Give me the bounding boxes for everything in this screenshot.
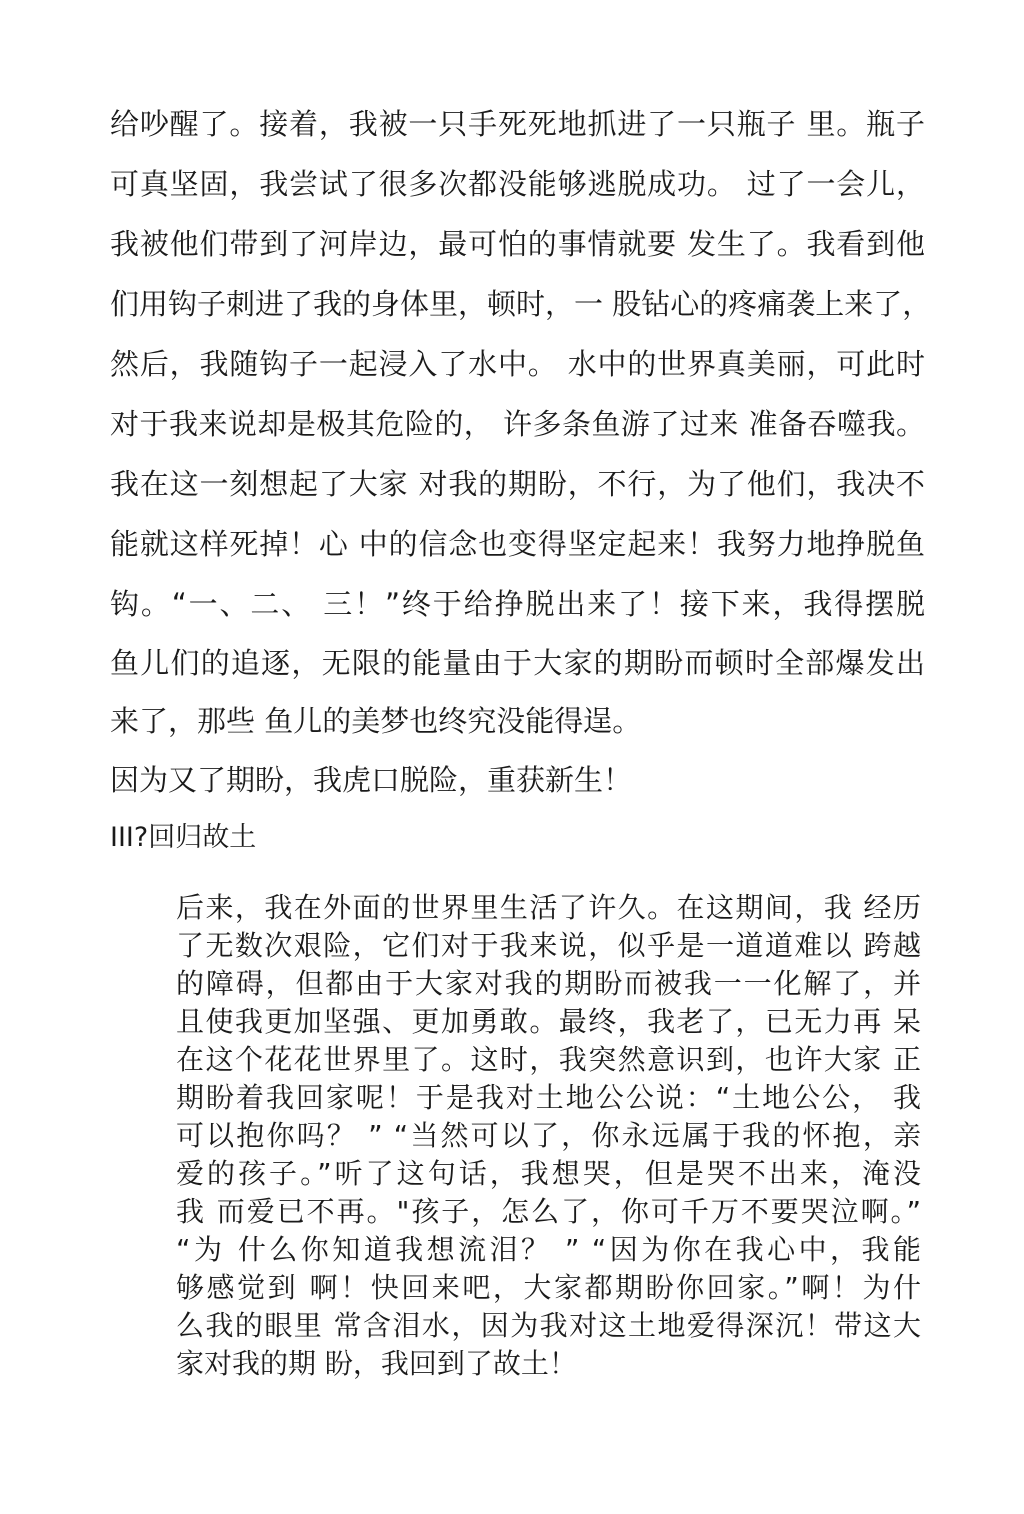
paragraph-line: 给吵醒了。接着，我被一只手死死地抓进了一只瓶子 里。瓶子: [110, 107, 925, 141]
paragraph-line: 钩。“一、二、 三！”终于给挣脱出来了！接下来，我得摆脱: [110, 587, 925, 621]
section-paragraph-line: 且使我更加坚强、更加勇敢。最终，我老了，已无力再 呆: [176, 1005, 921, 1038]
section-paragraph-line: 爱的孩子。”听了这句话，我想哭，但是哭不出来，淹没: [176, 1157, 921, 1190]
paragraph-line: 对于我来说却是极其危险的， 许多条鱼游了过来 准备吞噬我。: [110, 407, 925, 441]
section-paragraph-line: 可以抱你吗？ ” “当然可以了，你永远属于我的怀抱，亲: [176, 1119, 921, 1152]
paragraph-line: 我被他们带到了河岸边，最可怕的事情就要 发生了。我看到他: [110, 227, 925, 261]
section-paragraph-line: 的障碍，但都由于大家对我的期盼而被我一一化解了，并: [176, 967, 921, 1000]
section-paragraph-line: 了无数次艰险，它们对于我来说，似乎是一道道难以 跨越: [176, 929, 921, 962]
section-paragraph-line: 么我的眼里 常含泪水，因为我对这土地爱得深沉！带这大: [176, 1309, 921, 1342]
section-paragraph-line: 后来，我在外面的世界里生活了许久。在这期间，我 经历: [176, 891, 921, 924]
paragraph-line: 能就这样死掉！心 中的信念也变得坚定起来！我努力地挣脱鱼: [110, 527, 925, 561]
section-heading: III?回归故土: [110, 822, 257, 853]
paragraph-line: 我在这一刻想起了大家 对我的期盼，不行，为了他们，我决不: [110, 467, 925, 501]
section-paragraph-line: 我 而爱已不再。"孩子，怎么了，你可千万不要哭泣啊。”: [176, 1195, 921, 1228]
paragraph-line: 鱼儿们的追逐，无限的能量由于大家的期盼而顿时全部爆发出: [110, 646, 925, 680]
paragraph-line: 然后，我随钩子一起浸入了水中。 水中的世界真美丽，可此时: [110, 347, 925, 381]
paragraph-line: 们用钩子刺进了我的身体里，顿时，一 股钻心的疼痛袭上来了，: [110, 287, 932, 321]
paragraph-line: 因为又了期盼，我虎口脱险，重获新生！: [110, 763, 633, 797]
section-paragraph-line: 期盼着我回家呢！于是我对土地公公说：“土地公公， 我: [176, 1081, 921, 1114]
paragraph-line: 可真坚固，我尝试了很多次都没能够逃脱成功。 过了一会儿，: [110, 167, 925, 201]
section-paragraph-line: 够感觉到 啊！快回来吧，大家都期盼你回家。”啊！为什: [176, 1271, 921, 1304]
section-paragraph-line: “为 什么你知道我想流泪？ ” “因为你在我心中，我能: [176, 1233, 921, 1266]
section-paragraph-line: 家对我的期 盼，我回到了故土！: [176, 1347, 577, 1380]
section-paragraph-line: 在这个花花世界里了。这时，我突然意识到，也许大家 正: [176, 1043, 921, 1076]
paragraph-line: 来了，那些 鱼儿的美梦也终究没能得逞。: [110, 704, 642, 738]
